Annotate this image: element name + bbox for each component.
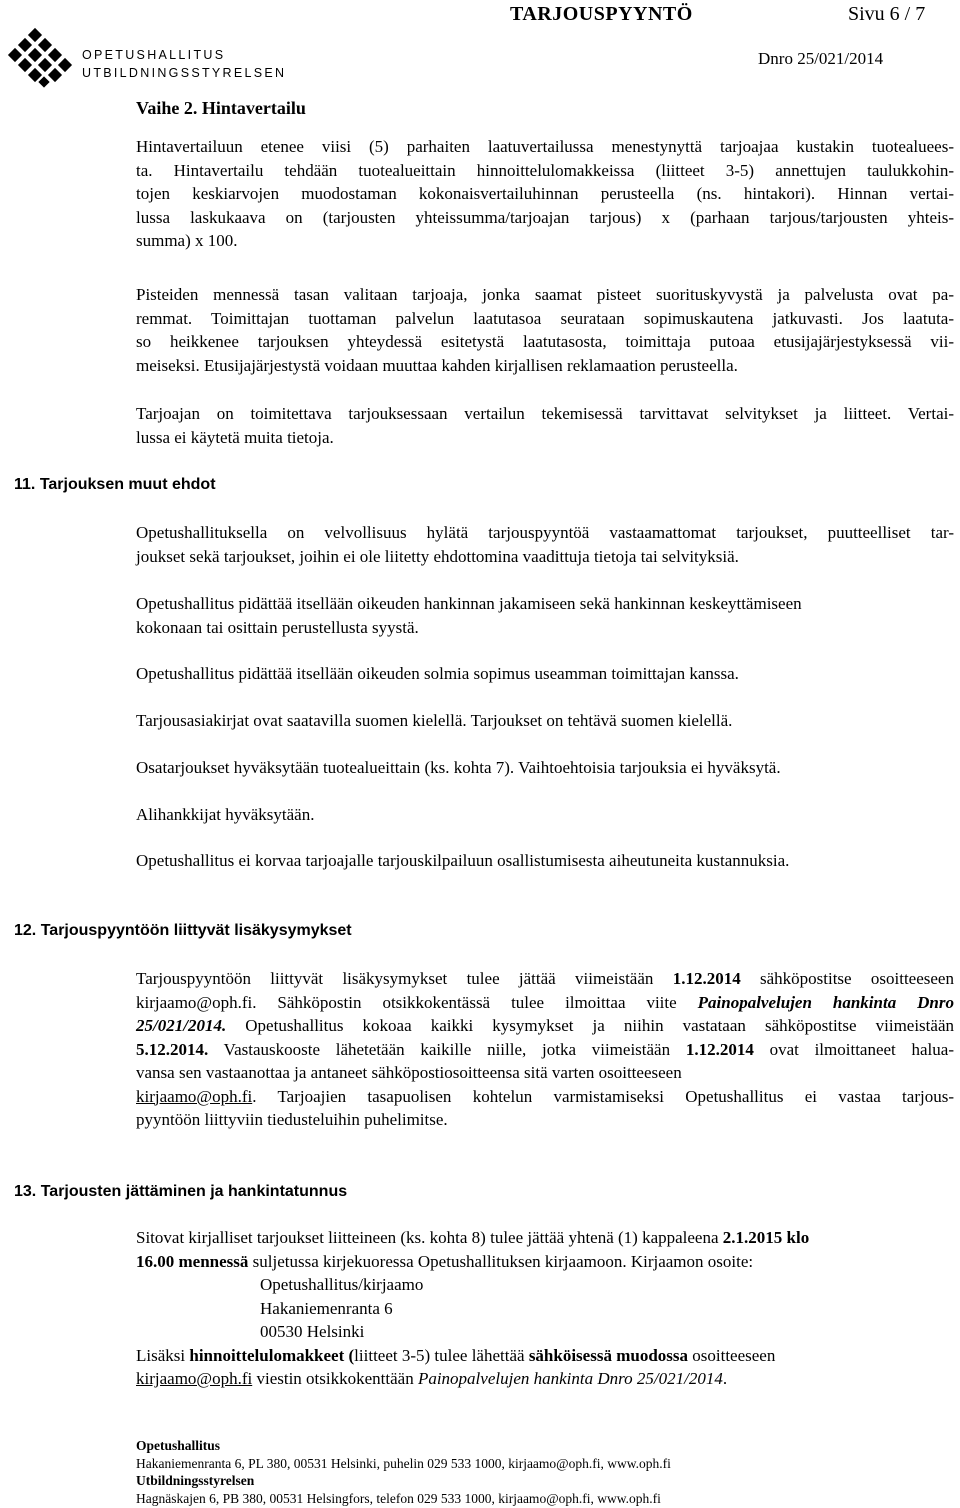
text-line: ta. Hintavertailu tehdään tuotealueittain hinnoittelulomakkeissa (liitteet 3-5) annettujen taulukkohin- bbox=[136, 160, 954, 180]
section11-paragraph-6 bbox=[136, 803, 954, 827]
address-line: Opetushallitus/kirjaamo bbox=[260, 1275, 424, 1294]
section-13-heading bbox=[14, 1181, 347, 1203]
footer bbox=[136, 1437, 671, 1507]
text-run: Sitovat kirjalliset tarjoukset liitteineen (ks. kohta 8) tulee jättää yhtenä (1) kappaleena bbox=[136, 1228, 723, 1247]
text-line: Alihankkijat hyväksytään. bbox=[136, 805, 315, 824]
text-run: ovat ilmoittaneet halua- bbox=[753, 1039, 954, 1059]
text-line: tojen keskiarvojen muodostaman kokonaisvertailuhinnan perusteella (ns. hintakori). Hinnan vertai- bbox=[136, 184, 954, 203]
section11-paragraph-3 bbox=[136, 662, 954, 686]
text-line bbox=[136, 1367, 954, 1391]
section-number: 12. bbox=[14, 922, 37, 939]
document-title: TARJOUSPYYNTÖ bbox=[510, 3, 693, 25]
text-line bbox=[136, 967, 954, 991]
deadline-date: 2.1.2015 klo bbox=[722, 1228, 810, 1247]
section12-paragraph bbox=[136, 967, 954, 1132]
reference-number: 25/021/2014. bbox=[136, 1016, 227, 1035]
address-line: Hakaniemenranta 6 bbox=[260, 1298, 393, 1318]
section-number: 11. bbox=[14, 476, 36, 493]
footer-address-sv: Hagnäskajen 6, PB 380, 00531 Helsingfors, telefon 029 533 1000, kirjaamo@oph.fi, www.oph.fi bbox=[136, 1490, 661, 1506]
address-line: 00530 Helsinki bbox=[260, 1322, 365, 1341]
vaihe2-paragraph-3 bbox=[136, 402, 954, 449]
page-number: Sivu 6 / 7 bbox=[848, 3, 926, 25]
text-line: vansa sen vastaanottaa ja antaneet sähköpostiosoitteensa sitä varten osoitteeseen bbox=[136, 1063, 682, 1082]
text-line: kokonaan tai osittain perustellusta syystä. bbox=[136, 617, 419, 637]
section13-paragraph bbox=[136, 1226, 954, 1391]
section-title: Tarjousten jättäminen ja hankintatunnus bbox=[40, 1183, 348, 1200]
logo bbox=[0, 26, 287, 88]
text-run: kirjaamo@oph.fi. Sähköpostin otsikkokentässä tulee ilmoittaa viite bbox=[136, 992, 698, 1012]
text-run: . Tarjoajien tasapuolisen kohtelun varmistamiseksi Opetushallitus ei vastaa tarjous- bbox=[252, 1086, 954, 1106]
reference-title: Painopalvelujen hankinta Dnro bbox=[697, 992, 955, 1012]
text-run: Opetushallitus kokoaa kaikki kysymykset ja niihin vastataan sähköpostitse viimeistään bbox=[226, 1016, 954, 1035]
section-title: Tarjouksen muut ehdot bbox=[39, 476, 216, 493]
section-number: 13. bbox=[14, 1183, 37, 1200]
vaihe2-paragraph-1 bbox=[136, 135, 954, 253]
section11-paragraph-5 bbox=[136, 756, 954, 780]
text-line: pyyntöön liittyviin tiedusteluihin puhelimitse. bbox=[136, 1110, 448, 1129]
logo-text-sv: UTBILDNINGSSTYRELSEN bbox=[82, 66, 287, 80]
text-line: summa) x 100. bbox=[136, 231, 238, 250]
text-line bbox=[136, 1344, 954, 1368]
text-line: meiseksi. Etusijajärjestystä voidaan muuttaa kahden kirjallisen reklamaation perusteella. bbox=[136, 355, 738, 375]
text-line bbox=[136, 1085, 954, 1109]
text-line: joukset sekä tarjoukset, joihin ei ole liitetty ehdottomina vaadittuja tietoja tai selvityksiä. bbox=[136, 546, 739, 566]
text-run: osoitteeseen bbox=[688, 1345, 776, 1365]
text-line bbox=[136, 1038, 954, 1062]
footer-org-fi: Opetushallitus bbox=[136, 1438, 221, 1453]
section-12-heading bbox=[14, 920, 352, 942]
section-title: Tarjouspyyntöön liittyvät lisäkysymykset bbox=[40, 922, 352, 939]
section11-paragraph-1 bbox=[136, 521, 954, 568]
vaihe2-paragraph-2 bbox=[136, 283, 954, 377]
text-line: lussa laskukaava on (tarjousten yhteissumma/tarjoajan tarjous) x (parhaan tarjous/tarjousten yhteis- bbox=[136, 207, 954, 227]
text-line bbox=[136, 1250, 954, 1274]
text-line: so heikkenee tarjouksen yhteydessä esitetystä laatutasosta, toimittaja putoaa etusijajärjestyksessä vii- bbox=[136, 332, 954, 351]
text-run: Vastauskooste lähetetään kaikille niille, jotka viimeistään bbox=[208, 1039, 686, 1059]
text-line: Opetushallitus ei korvaa tarjoajalle tarjouskilpailuun osallistumisesta aiheutuneita kustannuksia. bbox=[136, 851, 790, 870]
text-line: Tarjoajan on toimitettava tarjouksessaan vertailun tekemisessä tarvittavat selvitykset ja liitteet. Vertai- bbox=[136, 404, 954, 423]
email-link[interactable]: kirjaamo@oph.fi bbox=[136, 1369, 253, 1388]
deadline-time: 16.00 mennessä bbox=[136, 1251, 249, 1271]
footer-org-sv: Utbildningsstyrelsen bbox=[136, 1473, 255, 1488]
text-line: Opetushallitus pidättää itsellään oikeuden hankinnan jakamiseen sekä hankinnan keskeyttämiseen bbox=[136, 594, 802, 613]
text-line: Hintavertailuun etenee viisi (5) parhaiten laatuvertailussa menestynyttä tarjoajaa kustakin tuotealuees- bbox=[136, 137, 954, 156]
text-line: Opetushallituksella on velvollisuus hylätä tarjouspyyntöä vastaamattomat tarjoukset, puutteelliset tar- bbox=[136, 523, 954, 542]
emphasis: hinnoittelulomakkeet ( bbox=[189, 1345, 355, 1365]
answer-date: 5.12.2014. bbox=[136, 1039, 209, 1059]
logo-text-fi: OPETUSHALLITUS bbox=[82, 48, 226, 62]
logo-mark-icon bbox=[0, 26, 80, 88]
deadline-date: 1.12.2014 bbox=[672, 969, 741, 988]
emphasis: sähköisessä muodossa bbox=[528, 1345, 689, 1365]
deadline-date: 1.12.2014 bbox=[685, 1039, 754, 1059]
vaihe2-heading: Vaihe 2. Hintavertailu bbox=[136, 98, 306, 118]
reference-title: Painopalvelujen hankinta Dnro 25/021/2014 bbox=[417, 1369, 723, 1388]
email-link[interactable]: kirjaamo@oph.fi bbox=[136, 1086, 253, 1106]
section11-paragraph-2 bbox=[136, 592, 954, 639]
text-run: . bbox=[722, 1369, 728, 1388]
document-number: Dnro 25/021/2014 bbox=[758, 49, 884, 68]
text-line bbox=[136, 991, 954, 1015]
text-line: Opetushallitus pidättää itsellään oikeuden solmia sopimus useamman toimittajan kanssa. bbox=[136, 664, 739, 683]
text-run: sähköpostitse osoitteeseen bbox=[740, 969, 954, 988]
footer-address-fi: Hakaniemenranta 6, PL 380, 00531 Helsinki, puhelin 029 533 1000, kirjaamo@oph.fi, www.oph.fi bbox=[136, 1455, 671, 1471]
text-line bbox=[136, 1226, 954, 1250]
section11-paragraph-4 bbox=[136, 709, 954, 733]
text-line: lussa ei käytetä muita tietoja. bbox=[136, 427, 334, 447]
text-line bbox=[136, 1014, 954, 1038]
text-line: Pisteiden mennessä tasan valitaan tarjoaja, jonka saamat pisteet suorituskyvystä ja palvelusta ovat pa- bbox=[136, 285, 954, 304]
text-run: suljetussa kirjekuoressa Opetushallituksen kirjaamoon. Kirjaamon osoite: bbox=[248, 1251, 754, 1271]
text-run: liitteet 3-5) tulee lähettää bbox=[354, 1345, 529, 1365]
text-run: viestin otsikkokenttään bbox=[252, 1369, 418, 1388]
text-line: Osatarjoukset hyväksytään tuotealueittain (ks. kohta 7). Vaihtoehtoisia tarjouksia ei hyväksytä. bbox=[136, 758, 781, 777]
section11-paragraph-7 bbox=[136, 849, 954, 873]
text-run: Tarjouspyyntöön liittyvät lisäkysymykset tulee jättää viimeistään bbox=[136, 969, 673, 988]
text-line: remmat. Toimittajan tuottaman palvelun laatutasoa seurataan sopimuskautena jatkuvasti. Jos laatuta- bbox=[136, 308, 954, 328]
text-line: Tarjousasiakirjat ovat saatavilla suomen kielellä. Tarjoukset on tehtävä suomen kielellä. bbox=[136, 711, 733, 730]
section-11-heading bbox=[14, 474, 216, 496]
text-run: Lisäksi bbox=[136, 1345, 190, 1365]
